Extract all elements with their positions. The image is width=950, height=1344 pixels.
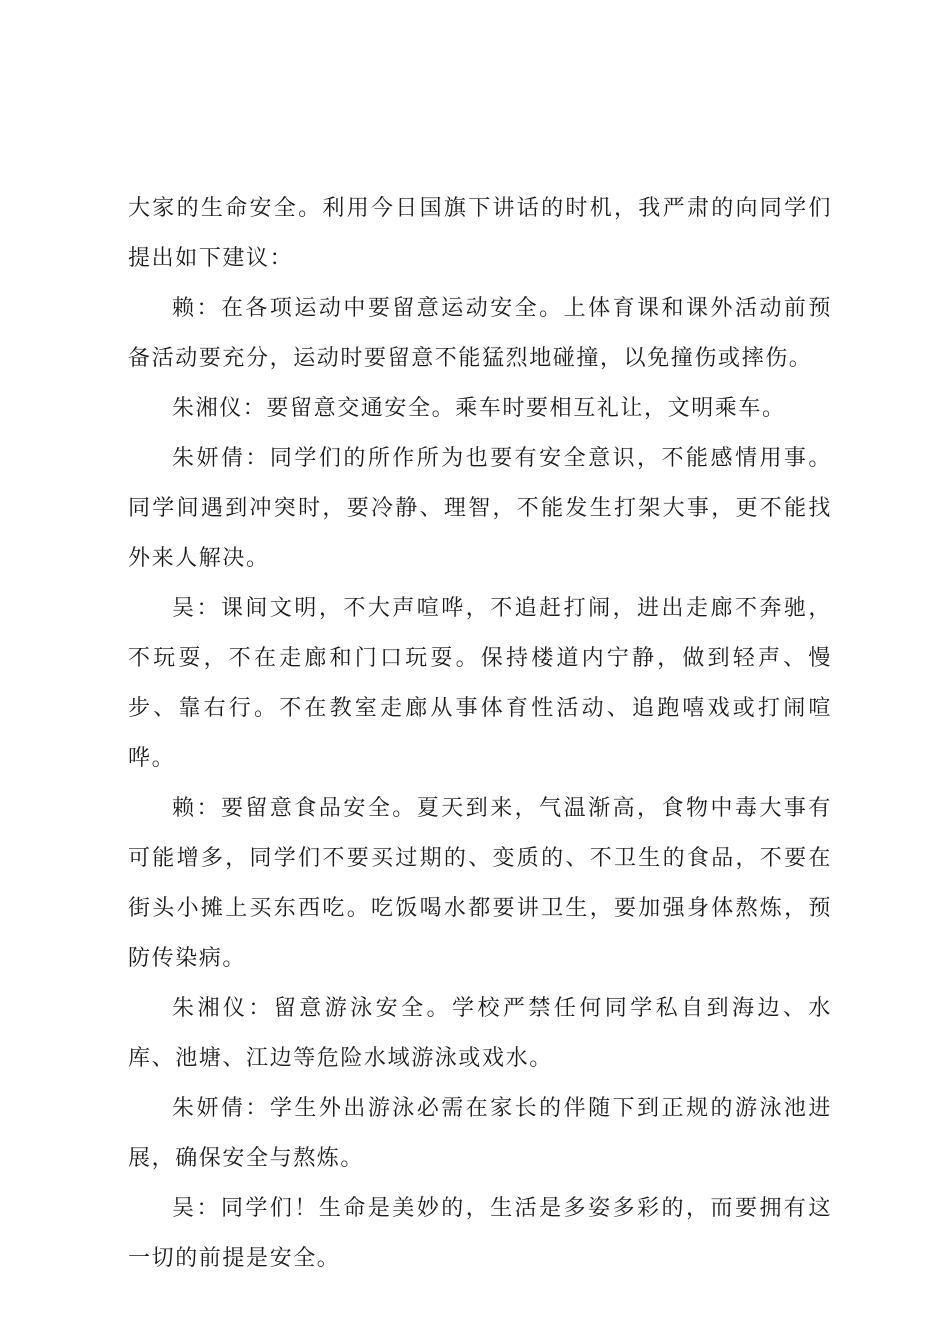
paragraph-zhu-xiangyi-traffic-safety: 朱湘仪：要留意交通安全。乘车时要相互礼让，文明乘车。	[172, 396, 786, 421]
paragraph-lai-sports-safety: 赖：在各项运动中要留意运动安全。上体育课和课外活动前预备活动要充分，运动时要留意不能猛烈地碰撞，以免撞伤或摔伤。	[128, 296, 832, 371]
paragraph-lai-food-safety: 赖：要留意食品安全。夏天到来，气温渐高，食物中毒大事有可能增多，同学们不要买过期的、变质的、不卫生的食品，不要在街头小摊上买东西吃。吃饭喝水都要讲卫生，要加强身体熬炼，预防传染病。	[128, 796, 832, 971]
paragraph-wu-corridor-safety: 吴：课间文明，不大声喧哗，不追赶打闹，进出走廊不奔驰，不玩耍，不在走廊和门口玩耍。保持楼道内宁静，做到轻声、慢步、靠右行。不在教室走廊从事体育性活动、追跑嘻戏或打闹喧哗。	[128, 596, 832, 771]
paragraph-zhu-xiangyi-swimming-safety: 朱湘仪：留意游泳安全。学校严禁任何同学私自到海边、水库、池塘、江边等危险水域游泳或戏水。	[128, 996, 832, 1071]
paragraph-zhu-yanqian-conflict-safety: 朱妍倩：同学们的所作所为也要有安全意识，不能感情用事。同学间遇到冲突时，要冷静、理智，不能发生打架大事，更不能找外来人解决。	[128, 446, 832, 571]
document-body	[128, 184, 832, 1284]
paragraph-wu-closing: 吴：同学们！生命是美妙的，生活是多姿多彩的，而要拥有这一切的前提是安全。	[128, 1196, 832, 1271]
paragraph-zhu-yanqian-swimming-pool: 朱妍倩：学生外出游泳必需在家长的伴随下到正规的游泳池进展，确保安全与熬炼。	[128, 1096, 832, 1171]
paragraph-continuation: 大家的生命安全。利用今日国旗下讲话的时机，我严肃的向同学们提出如下建议：	[128, 196, 832, 271]
